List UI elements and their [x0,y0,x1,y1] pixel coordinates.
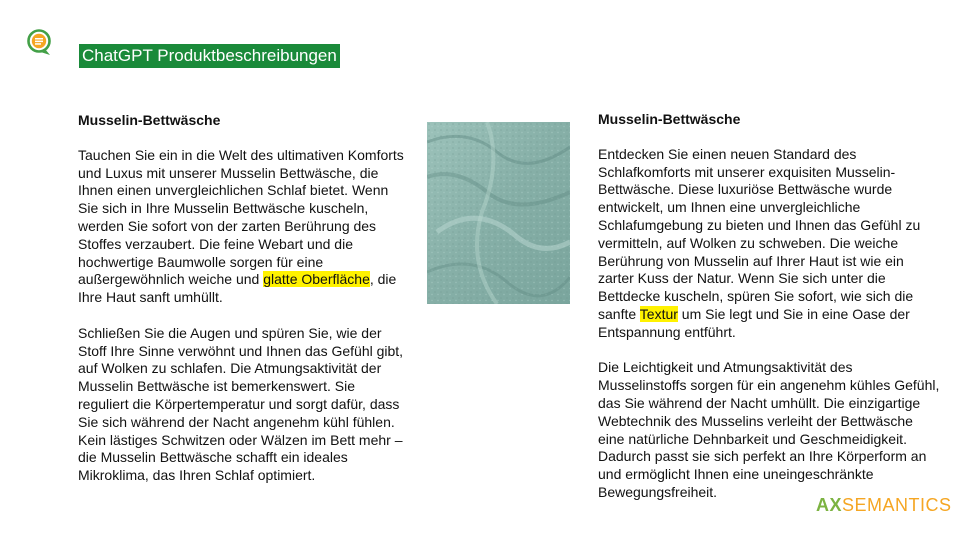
left-paragraph-1 [78,147,408,307]
right-paragraph-2: Die Leichtigkeit und Atmungsaktivität des Musselinstoffs sorgen für ein angenehm kühles Gefühl, das Sie während der Nacht umhüllt. Die einzigartige Webtechnik des Musselins verleiht der Bettwäsche eine natürliche Dehnbarkeit und Geschmeidigkeit. Dadurch passt sie sich perfekt an Ihre Körperform an und ermöglicht Ihnen eine uneingeschränkte Bewegungsfreiheit. [598,359,940,500]
left-description [78,112,408,503]
right-p1-text: Entdecken Sie einen neuen Standard des Schlafkomforts mit unserer exquisiten Musselin-Bettwäsche. Diese luxuriöse Bettwäsche wurde entwickelt, um Ihnen eine unvergleichliche Schlafumgebung zu bieten und Ihnen das Gefühl zu vermitteln, auf Wolken zu schweben. Die weiche Berührung von Musselin auf Ihrer Haut ist wie ein zarter Kuss der Natur. Wenn Sie sich unter die Bettdecke kuscheln, spüren Sie sofort, wie sich die sanfte [598,145,921,322]
right-paragraph-1 [598,146,943,342]
ax-logo-semantics: SEMANTICS [842,495,952,515]
speech-bubble-icon [26,28,54,58]
ax-semantics-logo [816,495,952,515]
right-description [598,111,943,520]
left-p1-text: Tauchen Sie ein in die Welt des ultimativen Komforts und Luxus mit unserer Musselin Bettwäsche, die Ihnen einen unvergleichlichen Schlaf bietet. Wenn Sie sich in Ihre Musselin Bettwäsche kuscheln, werden Sie sofort von der zarten Berührung des Stoffes verzaubert. Die feine Webart und die hochwertige Baumwolle sorgen für eine außergewöhnlich weiche und [78,146,404,288]
right-highlight: Textur [639,305,678,322]
left-p1-text-end: , die Ihre Haut sanft umhüllt. [78,271,397,306]
ax-logo-ax: AX [816,495,843,515]
page-title: ChatGPT Produktbeschreibungen [79,44,340,68]
right-heading: Musselin-Bettwäsche [598,111,741,127]
left-paragraph-2: Schließen Sie die Augen und spüren Sie, wie der Stoff Ihre Sinne verwöhnt und Ihnen das Gefühl gibt, auf Wolken zu schlafen. Die Atmungsaktivität der Musselin Bettwäsche ist bemerkenswert. Sie reguliert die Körpertemperatur und sorgt dafür, dass Sie sich während der Nacht angenehm kühl fühlen. Kein lästiges Schwitzen oder Wälzen im Bett mehr – die Musselin Bettwäsche schafft ein ideales Mikroklima, das Ihren Schlaf optimiert. [78,324,404,484]
left-highlight: glatte Oberfläche [263,271,370,288]
right-p1-text-end: um Sie legt und Sie in eine Oase der Entspannung entführt. [598,305,910,340]
fabric-image [427,122,570,304]
left-heading: Musselin-Bettwäsche [78,112,221,128]
